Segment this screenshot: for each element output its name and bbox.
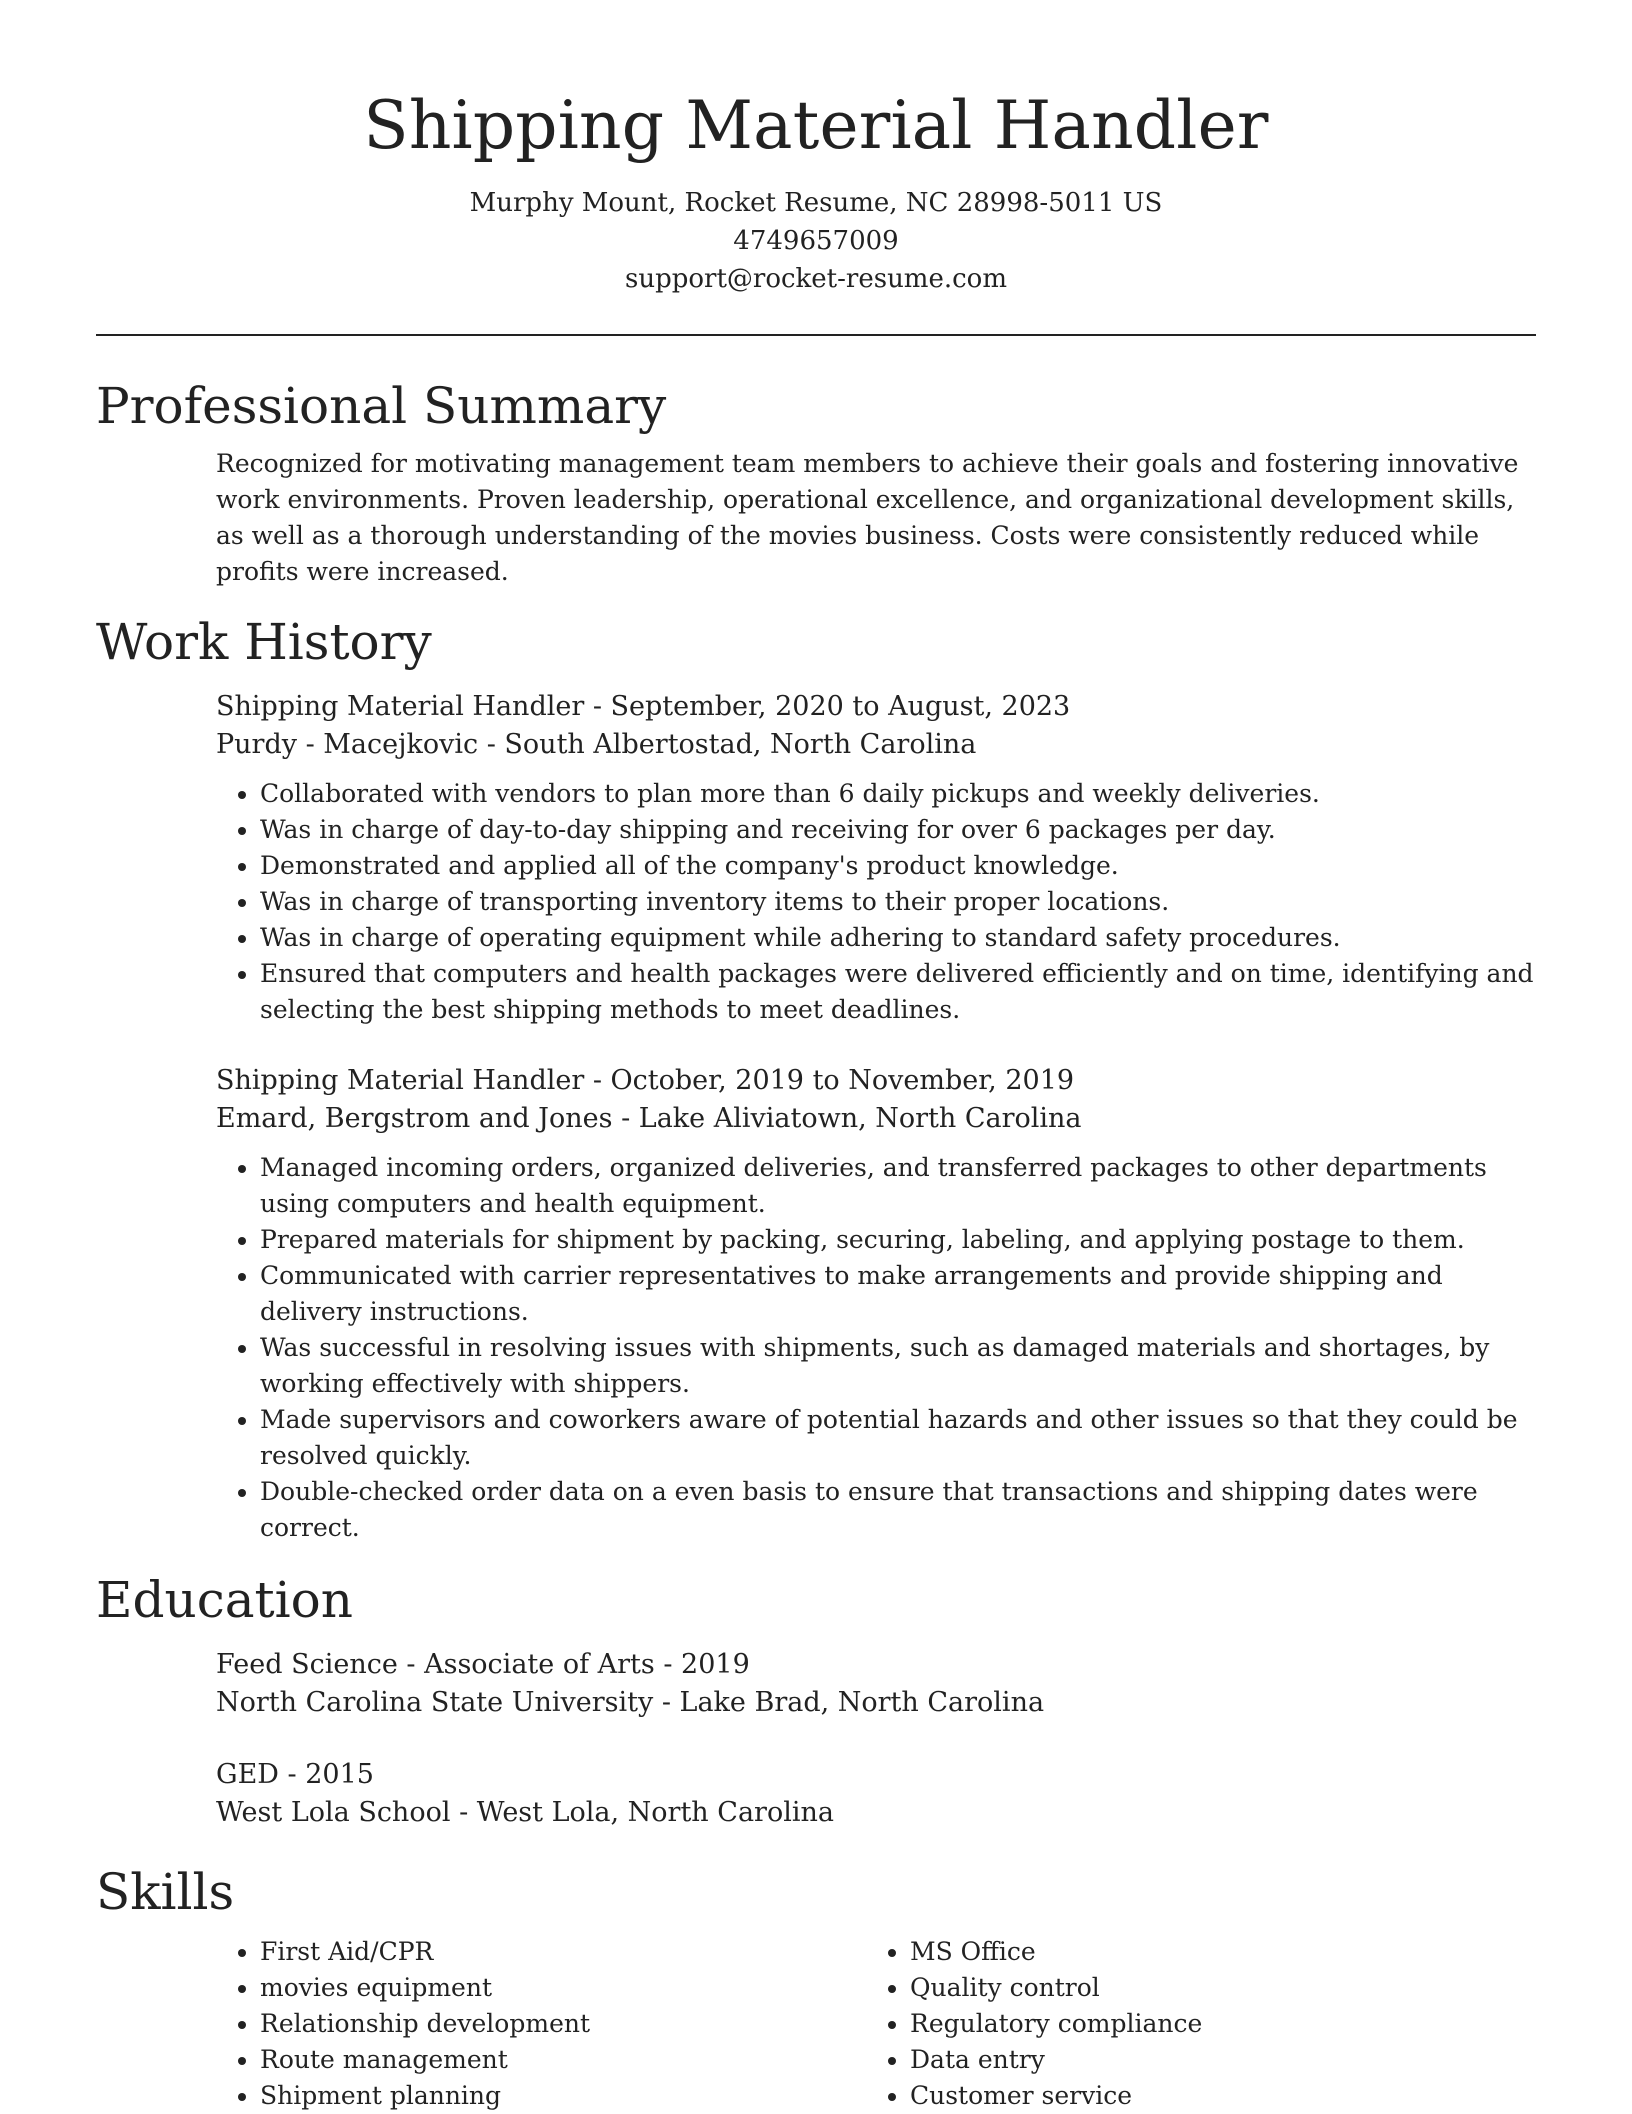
summary-text: Recognized for motivating management team members to achieve their goals and fostering innovative work environments. Proven leadership, operational excellence, and organizational development skills, as well as a thorough understanding of the movies business. Costs were consistently reduced while profits were increased. bbox=[216, 449, 1519, 586]
candidate-name: Shipping Material Handler bbox=[363, 87, 1269, 164]
contact-phone: 4749657009 bbox=[733, 226, 899, 256]
job-bullet: • Managed incoming orders, organized deliveries, and transferred packages to other departments using computers and health equipment. bbox=[260, 1150, 1536, 1222]
job-company: Emard, Bergstrom and Jones bbox=[216, 1103, 613, 1134]
job-bullets bbox=[216, 776, 1536, 1028]
job-role: Shipping Material Handler bbox=[216, 691, 585, 722]
contact-info bbox=[96, 184, 1536, 298]
job-bullet: • Made supervisors and coworkers aware of potential hazards and other issues so that they could be resolved quickly. bbox=[260, 1402, 1536, 1474]
job-company: Purdy - Macejkovic bbox=[216, 729, 479, 760]
education-school-line bbox=[216, 1794, 1536, 1832]
summary-section bbox=[96, 374, 1536, 590]
job-entry bbox=[216, 688, 1536, 1028]
job-dates: - September, 2020 to August, 2023 bbox=[584, 691, 1071, 722]
education-location: - West Lola, North Carolina bbox=[450, 1797, 834, 1828]
skill-item: • Quality control bbox=[910, 1970, 1516, 2006]
skill-item: • First Aid/CPR bbox=[260, 1934, 866, 1970]
job-title-line bbox=[216, 688, 1536, 726]
skill-item: • Route management bbox=[260, 2042, 866, 2078]
job-bullet: • Demonstrated and applied all of the company's product knowledge. bbox=[260, 848, 1536, 884]
job-bullet: • Was successful in resolving issues with shipments, such as damaged materials and shortages, by working effectively with shippers. bbox=[260, 1330, 1536, 1402]
summary-title: Professional Summary bbox=[96, 377, 667, 435]
education-location: - Lake Brad, North Carolina bbox=[653, 1687, 1045, 1718]
job-role: Shipping Material Handler bbox=[216, 1065, 585, 1096]
skills-column-left bbox=[216, 1934, 866, 2114]
education-school-line bbox=[216, 1684, 1536, 1722]
skills-list bbox=[866, 1934, 1516, 2114]
skill-item: • MS Office bbox=[910, 1934, 1516, 1970]
job-company-line bbox=[216, 1100, 1536, 1138]
job-location: - South Albertostad, North Carolina bbox=[478, 729, 977, 760]
skill-item: • Data entry bbox=[910, 2042, 1516, 2078]
job-title-line bbox=[216, 1062, 1536, 1100]
skill-item: • Customer service bbox=[910, 2078, 1516, 2114]
job-entry bbox=[216, 1062, 1536, 1546]
skills-column-right bbox=[866, 1934, 1516, 2114]
work-history-title: Work History bbox=[96, 613, 432, 671]
job-bullet: • Collaborated with vendors to plan more than 6 daily pickups and weekly deliveries. bbox=[260, 776, 1536, 812]
work-history-section bbox=[96, 610, 1536, 1546]
education-degree-line: Feed Science - Associate of Arts - 2019 bbox=[216, 1649, 750, 1680]
contact-email: support@rocket-resume.com bbox=[624, 264, 1007, 294]
skill-item: • Regulatory compliance bbox=[910, 2006, 1516, 2042]
skills-grid bbox=[216, 1934, 1536, 2114]
resume-header bbox=[96, 0, 1536, 298]
skill-item: • movies equipment bbox=[260, 1970, 866, 2006]
skill-item: • Shipment planning bbox=[260, 2078, 866, 2114]
job-company-line bbox=[216, 726, 1536, 764]
job-bullets bbox=[216, 1150, 1536, 1546]
job-bullet: • Prepared materials for shipment by packing, securing, labeling, and applying postage to them. bbox=[260, 1222, 1536, 1258]
skills-section bbox=[96, 1860, 1536, 2114]
education-entry bbox=[216, 1756, 1536, 1832]
job-bullet: • Ensured that computers and health packages were delivered efficiently and on time, identifying and selecting the best shipping methods to meet deadlines. bbox=[260, 956, 1536, 1028]
skills-title: Skills bbox=[96, 1863, 235, 1921]
job-bullet: • Double-checked order data on a even basis to ensure that transactions and shipping dates were correct. bbox=[260, 1474, 1536, 1546]
education-entry bbox=[216, 1646, 1536, 1722]
education-section bbox=[96, 1568, 1536, 1832]
skill-item: • Relationship development bbox=[260, 2006, 866, 2042]
job-bullet: • Was in charge of transporting inventory items to their proper locations. bbox=[260, 884, 1536, 920]
education-school: North Carolina State University bbox=[216, 1687, 654, 1718]
skills-list bbox=[216, 1934, 866, 2114]
header-divider bbox=[96, 334, 1536, 336]
education-title: Education bbox=[96, 1571, 353, 1629]
education-degree-line: GED - 2015 bbox=[216, 1759, 374, 1790]
job-dates: - October, 2019 to November, 2019 bbox=[584, 1065, 1075, 1096]
job-bullet: • Communicated with carrier representatives to make arrangements and provide shipping and delivery instructions. bbox=[260, 1258, 1536, 1330]
contact-address: Murphy Mount, Rocket Resume, NC 28998-5011 US bbox=[469, 188, 1163, 218]
education-school: West Lola School bbox=[216, 1797, 451, 1828]
job-location: - Lake Aliviatown, North Carolina bbox=[612, 1103, 1082, 1134]
job-bullet: • Was in charge of day-to-day shipping and receiving for over 6 packages per day. bbox=[260, 812, 1536, 848]
job-bullet: • Was in charge of operating equipment while adhering to standard safety procedures. bbox=[260, 920, 1536, 956]
